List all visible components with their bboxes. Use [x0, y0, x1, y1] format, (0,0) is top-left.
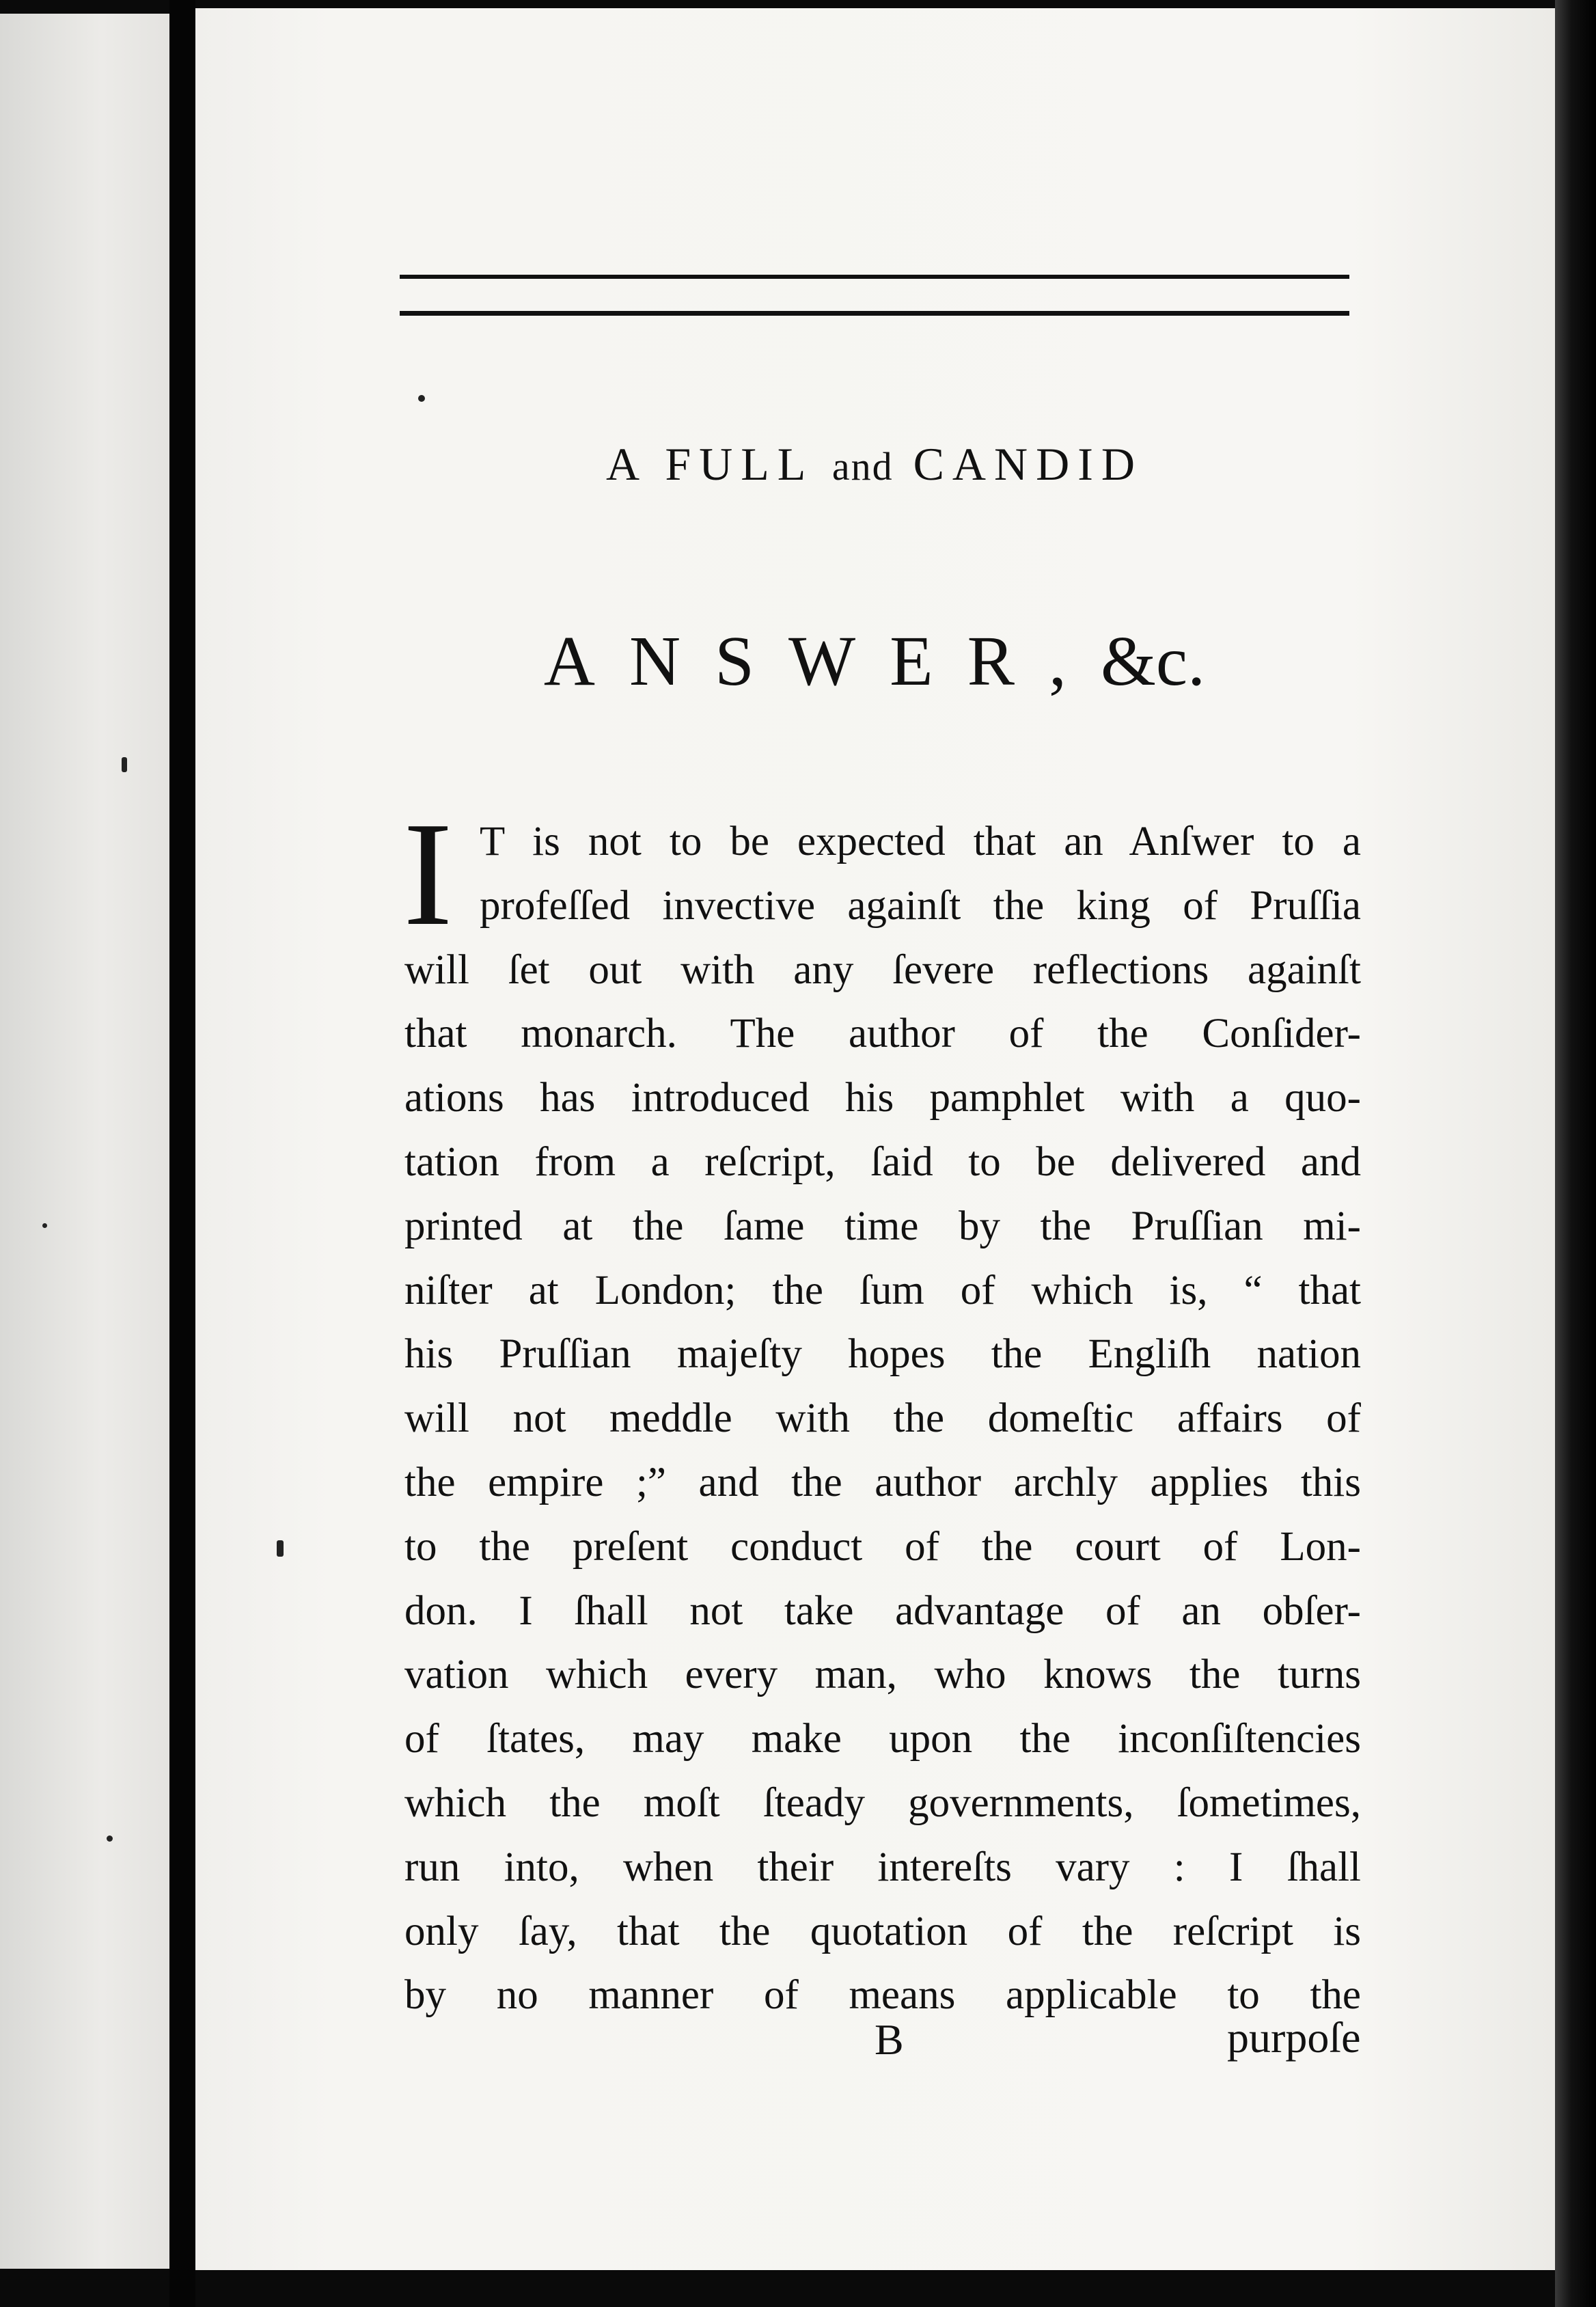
text-line: run into, when their intereſts vary : I ſhall: [404, 1844, 1361, 1890]
catchword: purpoſe: [1227, 2013, 1361, 2062]
heading-candid: CANDID: [913, 438, 1144, 490]
binding-gutter: [169, 0, 195, 2307]
heading-etc: &c.: [1101, 622, 1206, 700]
text-line: only ſay, that the quotation of the reſcript is: [404, 1908, 1361, 1954]
ink-speck: [122, 757, 127, 772]
facing-page-edge: [0, 14, 169, 2269]
ink-speck: [42, 1223, 47, 1228]
text-line: his Pruſſian majeſty hopes the Engliſh nation: [404, 1331, 1361, 1378]
text-line: tation from a reſcript, ſaid to be delivered and: [404, 1138, 1361, 1185]
right-page-edge: [1555, 0, 1596, 2307]
text-line: by no manner of means applicable to the: [404, 1972, 1361, 2019]
heading-line-1: [400, 437, 1349, 491]
text-line: that monarch. The author of the Conſider-: [404, 1011, 1361, 1057]
text-line: printed at the ſame time by the Pruſſian mi-: [404, 1203, 1361, 1249]
heading-and: and: [831, 444, 894, 489]
text-line: T is not to be expected that an Anſwer to a: [480, 819, 1361, 864]
text-line: profeſſed invective againſt the king of Pruſſia: [480, 882, 1361, 929]
text-line: will not meddle with the domeſtic affairs of: [404, 1395, 1361, 1442]
top-rule-thick: [400, 311, 1349, 316]
text-line: which the moſt ſteady governments, ſometimes,: [404, 1779, 1361, 1826]
text-line: ations has introduced his pamphlet with a quo-: [404, 1075, 1361, 1121]
text-line: of ſtates, may make upon the inconſiſtencies: [404, 1716, 1361, 1762]
text-line: the empire ;” and the author archly applies this: [404, 1459, 1361, 1505]
text-line: niſter at London; the ſum of which is, “ that: [404, 1267, 1361, 1313]
top-rule-thin: [400, 275, 1349, 279]
heading-a-full: A FULL: [605, 438, 812, 490]
heading-answer: ANSWER,: [543, 622, 1101, 700]
text-line: will ſet out with any ſevere reflections againſt: [404, 946, 1361, 993]
ink-speck: [107, 1835, 113, 1842]
text-line: don. I ſhall not take advantage of an obſer-: [404, 1587, 1361, 1634]
heading-line-2: [400, 620, 1349, 702]
text-line: to the preſent conduct of the court of Lon-: [404, 1523, 1361, 1570]
ink-speck: [277, 1540, 284, 1557]
signature-mark: B: [875, 2015, 904, 2064]
text-line: vation which every man, who knows the turns: [404, 1652, 1361, 1698]
body-paragraph: [403, 792, 1361, 2028]
ink-speck: [418, 395, 425, 402]
drop-cap: I: [403, 792, 453, 957]
